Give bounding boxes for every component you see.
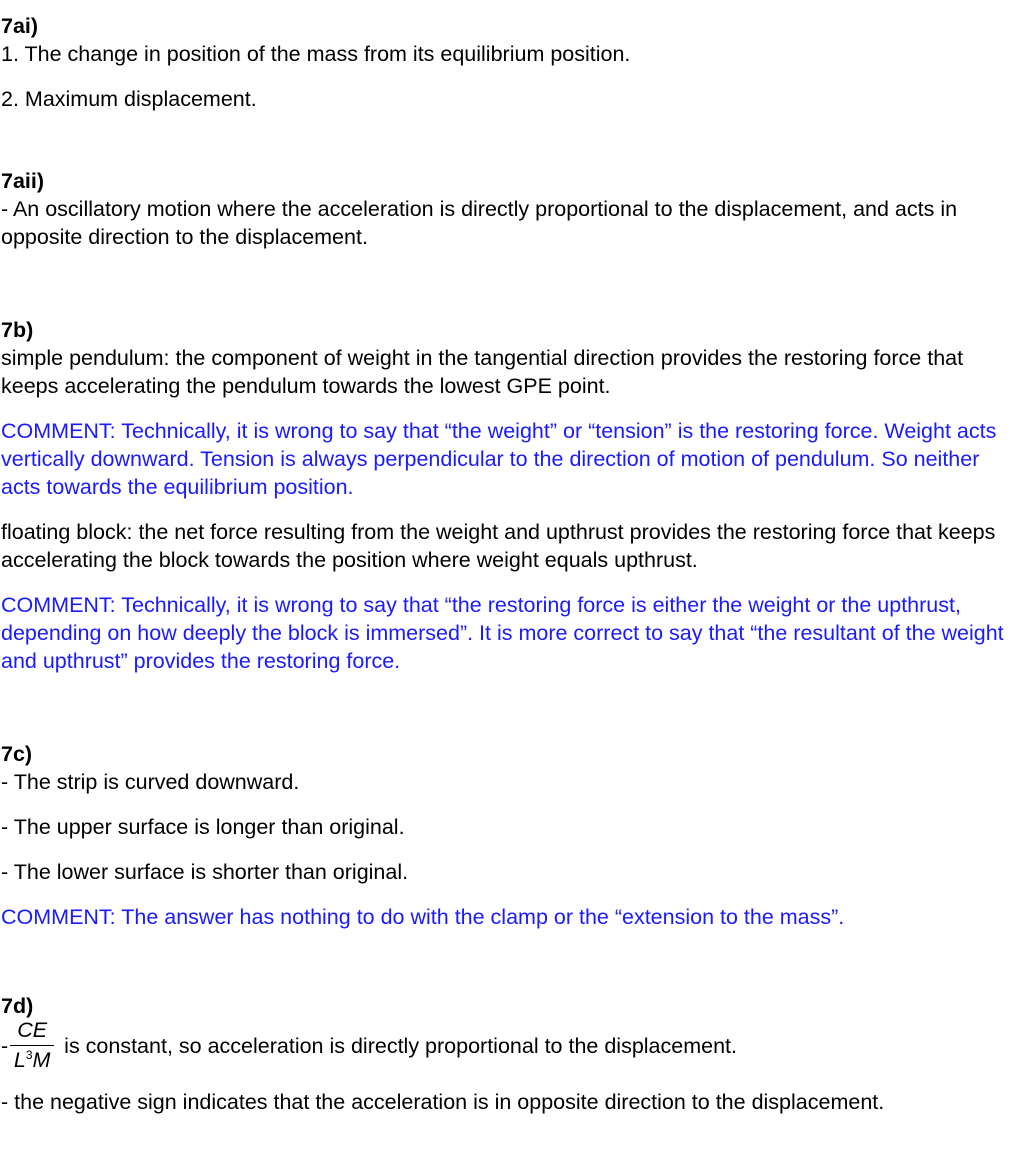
fraction-numerator: CE (17, 1018, 48, 1042)
spacer (1, 113, 1015, 167)
section-7b (1, 316, 1015, 675)
answer-7ai-1: 1. The change in position of the mass from its equilibrium position. (1, 42, 631, 66)
answer-7c-3: - The lower surface is shorter than original. (1, 860, 409, 884)
comment-7c: COMMENT: The answer has nothing to do with the clamp or the “extension to the mass”. (1, 905, 845, 929)
answer-7ai-2: 2. Maximum displacement. (1, 87, 257, 111)
minus-sign: - (1, 1033, 9, 1058)
heading-7d: 7d) (1, 994, 34, 1018)
answer-7d-2: - the negative sign indicates that the acceleration is in opposite direction to the displacement. (1, 1090, 885, 1114)
spacer (1, 251, 1015, 316)
fraction-ce-over-l3m (10, 1020, 54, 1071)
heading-7c: 7c) (1, 742, 33, 766)
spacer (1, 931, 1015, 992)
heading-7b: 7b) (1, 318, 34, 342)
heading-7ai: 7ai) (1, 14, 39, 38)
answer-7b-block: floating block: the net force resulting from the weight and upthrust provides the restoring force that keeps accelerating the block towards the position where weight equals upthrust. (1, 520, 996, 572)
heading-7aii: 7aii) (1, 169, 45, 193)
section-7c (1, 740, 1015, 931)
answer-7b-pendulum: simple pendulum: the component of weight in the tangential direction provides the restoring force that keeps accelerating the pendulum towards the lowest GPE point. (1, 346, 964, 398)
section-7aii (1, 167, 1015, 251)
section-7d (1, 992, 1015, 1116)
answer-7d-1-text: is constant, so acceleration is directly proportional to the displacement. (64, 1033, 737, 1058)
comment-7b-pendulum: COMMENT: Technically, it is wrong to say that “the weight” or “tension” is the restoring force. Weight acts vertically downward. Tension is always perpendicular to the direction of motion of pendulum. So neither acts towards the equilibrium position. (1, 419, 997, 499)
fraction-denominator (14, 1046, 51, 1072)
comment-7b-block: COMMENT: Technically, it is wrong to say that “the restoring force is either the weight or the upthrust, depending on how deeply the block is immersed”. It is more correct to say that “the resultant of the weight and upthrust” provides the restoring force. (1, 593, 1004, 673)
answer-7c-1: - The strip is curved downward. (1, 770, 300, 794)
denominator-tail: M (32, 1047, 51, 1072)
denominator-base: L (13, 1047, 26, 1072)
answer-7d-1 (1, 1020, 1015, 1071)
spacer (1, 675, 1015, 740)
answer-7aii: - An oscillatory motion where the acceleration is directly proportional to the displacement, and acts in opposite direction to the displacement. (1, 197, 958, 249)
answer-7c-2: - The upper surface is longer than original. (1, 815, 405, 839)
denominator-exponent: 3 (25, 1047, 33, 1062)
section-7ai (1, 12, 1015, 113)
